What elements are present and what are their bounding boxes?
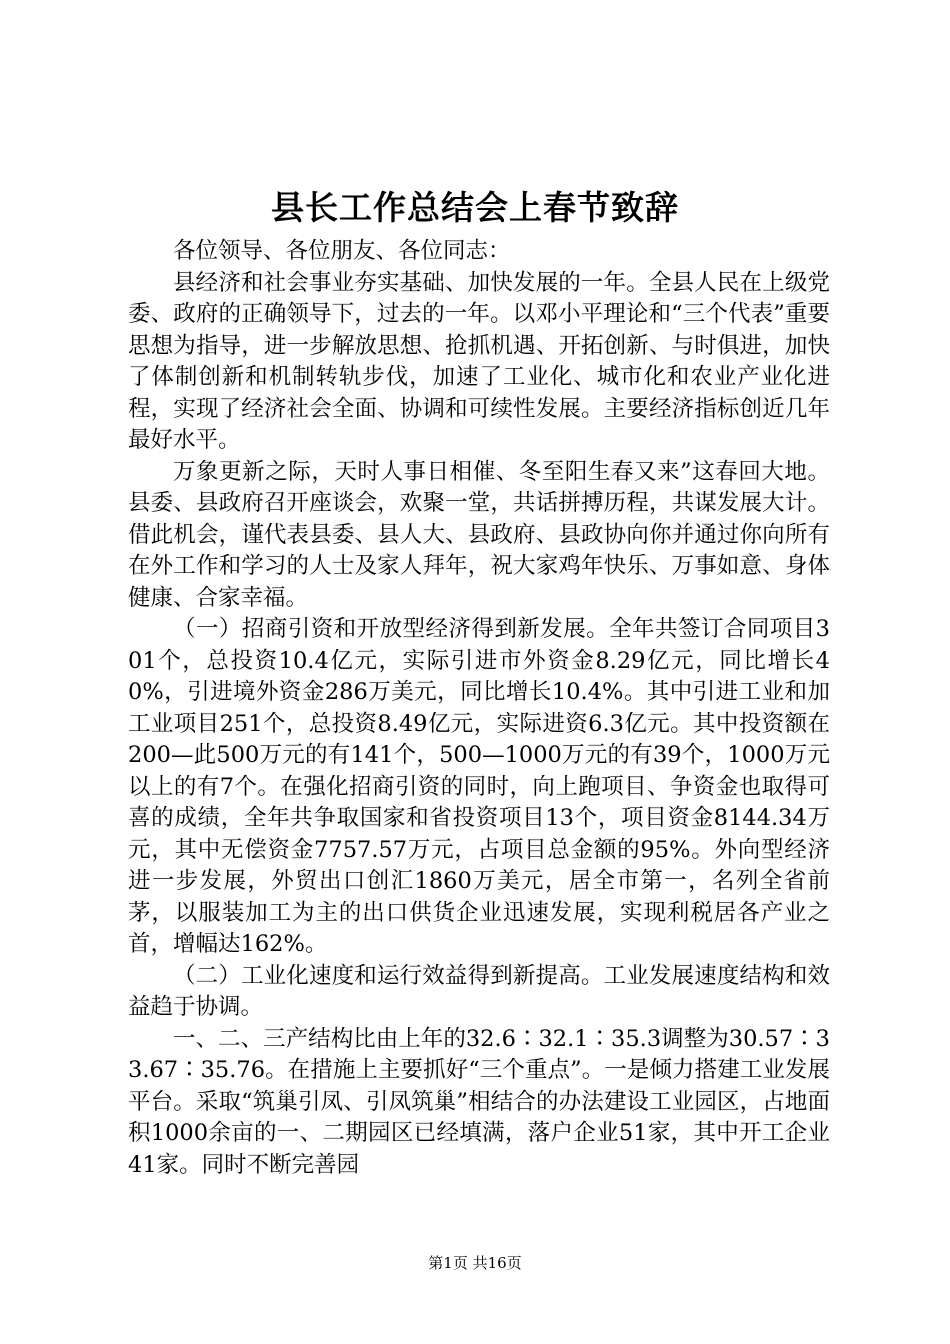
body-paragraph: 万象更新之际，天时人事日相催、冬至阳生春又来”这春回大地。县委、县政府召开座谈会，欢聚一堂，共话拼搏历程，共谋发展大计。借此机会，谨代表县委、县人大、县政府、县政协向你并通过你向所有在外工作和学习的人士及家人拜年，祝大家鸡年快乐、万事如意、身体健康、合家幸福。 <box>128 458 830 611</box>
document-body <box>128 236 830 1181</box>
body-paragraph: （一）招商引资和开放型经济得到新发展。全年共签订合同项目301个，总投资10.4亿元，实际引进市外资金8.29亿元，同比增长40%，引进境外资金286万美元，同比增长10.4%。其中引进工业和加工业项目251个，总投资8.49亿元，实际进资6.3亿元。其中投资额在200—此500万元的有141个，500—1000万元的有39个，1000万元以上的有7个。在强化招商引资的同时，向上跑项目、争资金也取得可喜的成绩，全年共争取国家和省投资项目13个，项目资金8144.34万元，其中无偿资金7757.57万元，占项目总金额的95%。外向型经济进一步发展，外贸出口创汇1860万美元，居全市第一，名列全省前茅，以服装加工为主的出口供货企业迅速发展，实现利税居各产业之首，增幅达162%。 <box>128 616 830 957</box>
body-paragraph: （二）工业化速度和运行效益得到新提高。工业发展速度结构和效益趋于协调。 <box>128 962 830 1020</box>
body-paragraph: 县经济和社会事业夯实基础、加快发展的一年。全县人民在上级党委、政府的正确领导下，过去的一年。以邓小平理论和“三个代表”重要思想为指导，进一步解放思想、抢抓机遇、开拓创新、与时俱进，加快了体制创新和机制转轨步伐，加速了工业化、城市化和农业产业化进程，实现了经济社会全面、协调和可续性发展。主要经济指标创近几年最好水平。 <box>128 269 830 453</box>
body-paragraph: 一、二、三产结构比由上年的32.6∶32.1∶35.3调整为30.57∶33.67∶35.76。在措施上主要抓好“三个重点”。一是倾力搭建工业发展平台。采取“筑巢引凤、引凤筑巢”相结合的办法建设工业园区，占地面积1000余亩的一、二期园区已经填满，落户企业51家，其中开工企业41家。同时不断完善园 <box>128 1025 830 1178</box>
page-number-footer: 第1页 共16页 <box>428 1254 522 1272</box>
document-title: 县长工作总结会上春节致辞 <box>271 188 679 227</box>
salutation-paragraph: 各位领导、各位朋友、各位同志： <box>173 238 511 264</box>
